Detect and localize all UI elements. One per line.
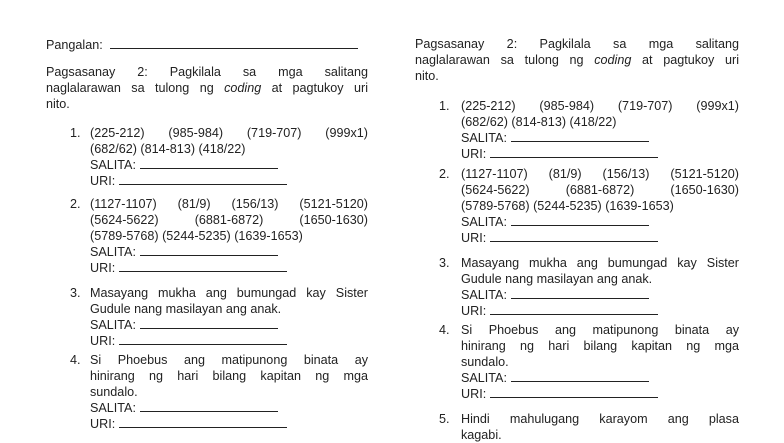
left-instructions: [46, 64, 368, 112]
name-label: Pangalan:: [46, 38, 103, 52]
salita-blank[interactable]: [511, 287, 649, 299]
uri-line: URI:: [461, 386, 739, 402]
item-text: (5789-5768) (5244-5235) (1639-1653): [461, 199, 674, 213]
uri-line: URI:: [90, 173, 368, 189]
uri-line: URI:: [461, 303, 739, 319]
item-text: (682/62) (814-813) (418/22): [461, 115, 617, 129]
item-text: (225-212) (985-984) (719-707) (999x1): [461, 99, 739, 113]
item-text: (1127-1107) (81/9) (156/13) (5121-5120): [461, 167, 739, 181]
item-text: hinirang ng hari bilang kapitan ng mga: [461, 339, 739, 353]
salita-blank[interactable]: [511, 370, 649, 382]
item-text: (5789-5768) (5244-5235) (1639-1653): [90, 229, 303, 243]
item-text: Gudule nang masilayan ang anak.: [90, 302, 282, 316]
uri-blank[interactable]: [119, 416, 287, 428]
item-number: 2.: [70, 197, 81, 211]
right-title-line3: nito.: [415, 69, 439, 83]
uri-line: URI:: [90, 416, 368, 432]
salita-line: SALITA:: [461, 287, 739, 303]
salita-blank[interactable]: [140, 317, 278, 329]
item-text: Masayang mukha ang bumungad kay Sister: [461, 256, 739, 270]
item-text: Masayang mukha ang bumungad kay Sister: [90, 286, 368, 300]
salita-line: SALITA:: [90, 317, 368, 333]
item-number: 3.: [70, 286, 81, 300]
salita-line: SALITA:: [90, 400, 368, 416]
item-text: Hindi mahulugang karayom ang plasa: [461, 412, 739, 426]
uri-line: URI:: [461, 230, 739, 246]
item-text: (5624-5622) (6881-6872) (1650-1630): [90, 213, 368, 227]
uri-line: URI:: [90, 260, 368, 276]
item-number: 4.: [439, 323, 450, 337]
salita-line: SALITA:: [90, 157, 368, 173]
item-text: (5624-5622) (6881-6872) (1650-1630): [461, 183, 739, 197]
uri-blank[interactable]: [490, 230, 658, 242]
right-title-line2: naglalarawan sa tulong ng coding at pagtukoy uri: [415, 53, 739, 67]
item-number: 5.: [439, 412, 450, 426]
item-number: 4.: [70, 353, 81, 367]
item-text: Si Phoebus ang matipunong binata ay: [461, 323, 739, 337]
item-text: Gudule nang masilayan ang anak.: [461, 272, 653, 286]
item-text: kagabi.: [461, 428, 502, 442]
salita-blank[interactable]: [511, 214, 649, 226]
right-instructions: [415, 36, 739, 84]
item-text: sundalo.: [461, 355, 509, 369]
right-title-line1: Pagsasanay 2: Pagkilala sa mga salitang: [415, 37, 739, 51]
item-text: hinirang ng hari bilang kapitan ng mga: [90, 369, 368, 383]
salita-line: SALITA:: [461, 214, 739, 230]
item-text: (225-212) (985-984) (719-707) (999x1): [90, 126, 368, 140]
uri-blank[interactable]: [490, 386, 658, 398]
uri-blank[interactable]: [490, 146, 658, 158]
uri-blank[interactable]: [490, 303, 658, 315]
item-text: sundalo.: [90, 385, 138, 399]
name-line: [46, 37, 368, 53]
item-text: (682/62) (814-813) (418/22): [90, 142, 246, 156]
salita-blank[interactable]: [140, 157, 278, 169]
uri-blank[interactable]: [119, 333, 287, 345]
salita-line: SALITA:: [90, 244, 368, 260]
left-title-line2: naglalarawan sa tulong ng coding at pagtukoy uri: [46, 81, 368, 95]
item-number: 3.: [439, 256, 450, 270]
uri-line: URI:: [90, 333, 368, 349]
salita-line: SALITA:: [461, 370, 739, 386]
uri-line: URI:: [461, 146, 739, 162]
name-blank[interactable]: [110, 37, 358, 49]
salita-blank[interactable]: [140, 244, 278, 256]
item-text: Si Phoebus ang matipunong binata ay: [90, 353, 368, 367]
item-number: 1.: [439, 99, 450, 113]
salita-blank[interactable]: [511, 130, 649, 142]
salita-blank[interactable]: [140, 400, 278, 412]
left-title-line3: nito.: [46, 97, 70, 111]
uri-blank[interactable]: [119, 260, 287, 272]
salita-line: SALITA:: [461, 130, 739, 146]
item-text: (1127-1107) (81/9) (156/13) (5121-5120): [90, 197, 368, 211]
item-number: 2.: [439, 167, 450, 181]
item-number: 1.: [70, 126, 81, 140]
uri-blank[interactable]: [119, 173, 287, 185]
left-title-line1: Pagsasanay 2: Pagkilala sa mga salitang: [46, 65, 368, 79]
